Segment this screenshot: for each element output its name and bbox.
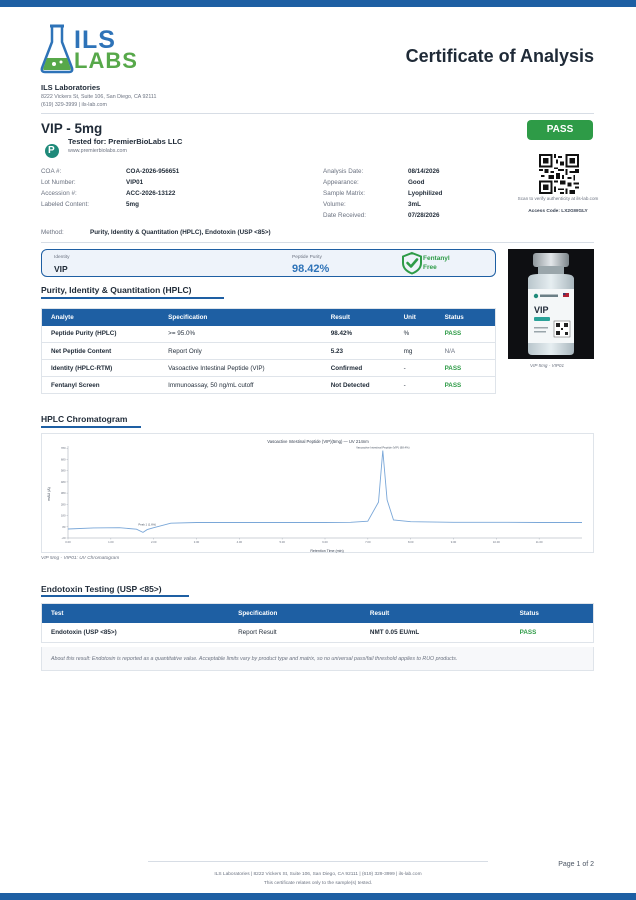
detail-value: COA-2026-956651: [126, 168, 180, 175]
column-header: Specification: [229, 604, 361, 623]
method-divider: [41, 242, 594, 243]
detail-label: Appearance:: [323, 179, 359, 186]
client-logo-letter: P: [48, 145, 55, 156]
specification-cell: Report Only: [159, 343, 322, 360]
status-cell: PASS: [511, 623, 594, 643]
column-header: Result: [322, 309, 395, 326]
detail-value: 07/28/2026: [408, 212, 440, 219]
y-tick-label: 380: [60, 491, 66, 496]
shield-check-icon: [400, 251, 424, 275]
x-tick-label: 6.00: [322, 540, 328, 544]
unit-cell: mg: [395, 343, 436, 360]
lab-address: 8222 Vickers St, Suite 106, San Diego, CA 92111: [41, 94, 157, 100]
x-tick-label: 5.00: [279, 540, 285, 544]
client-logo: [45, 144, 59, 158]
x-tick-label: 2.00: [150, 540, 157, 544]
logo-text-labs: LABS: [74, 48, 138, 73]
detail-value: Good: [408, 179, 425, 186]
vial-label: VIP: [534, 305, 549, 315]
status-cell: PASS: [436, 326, 496, 343]
hplc-results-table: [41, 308, 496, 394]
column-header: Test: [42, 604, 230, 623]
x-tick-label: 7.00: [365, 540, 371, 544]
y-tick-label: 80: [62, 524, 66, 529]
result-cell: NMT 0.05 EU/mL: [361, 623, 511, 643]
fentanyl-free-line2: Free: [423, 264, 437, 271]
x-axis-label: Retention Time (min): [310, 549, 344, 553]
detail-label: Labeled Content:: [41, 201, 89, 208]
chromatogram-plot: [42, 434, 595, 554]
detail-label: Lot Number:: [41, 179, 76, 186]
chromatogram-trace: [68, 451, 582, 533]
chromatogram-caption: VIP 5mg - VIP01: UV Chromatogram: [41, 556, 120, 561]
tested-for: Tested for: PremierBioLabs LLC: [68, 137, 183, 146]
analyte-cell: Peptide Purity (HPLC): [42, 326, 160, 343]
access-code: Access Code: LX2GWGLY: [528, 209, 588, 214]
specification-cell: Vasoactive Intestinal Peptide (VIP): [159, 360, 322, 377]
column-header: Status: [511, 604, 594, 623]
fentanyl-free-line1: Fentanyl: [423, 255, 450, 262]
detail-value: ACC-2026-13122: [126, 190, 176, 197]
table-row: [42, 377, 496, 394]
analyte-cell: Identity (HPLC-RTM): [42, 360, 160, 377]
hplc-section-underline: [41, 297, 224, 299]
detail-label: COA #:: [41, 168, 62, 175]
footer-disclaimer: This certificate relates only to the sample(s) tested.: [263, 881, 373, 886]
logo-text-ils: ILS: [74, 26, 116, 54]
bottom-accent-bar: [0, 893, 636, 900]
table-row: [42, 343, 496, 360]
hplc-section-title: Purity, Identity & Quantitation (HPLC): [41, 285, 192, 295]
qr-code-icon[interactable]: [539, 154, 579, 194]
purity-label: Peptide Purity: [292, 255, 322, 260]
table-row: [42, 326, 496, 343]
page-number: Page 1 of 2: [558, 861, 594, 868]
detail-value: 5mg: [126, 201, 139, 208]
detail-label: Sample Matrix:: [323, 190, 365, 197]
x-tick-label: 9.00: [450, 540, 457, 544]
chart-title: Vasoactive Intestinal Peptide (VIP)(5mg) — UV 214nm: [267, 439, 369, 444]
main-peak-annotation: Vasoactive Intestinal Peptide (VIP) (98.4%): [356, 445, 410, 450]
detail-label: Analysis Date:: [323, 168, 364, 175]
endotoxin-section-title: Endotoxin Testing (USP <85>): [41, 584, 162, 594]
unit-cell: -: [395, 377, 436, 394]
method-label: Method:: [41, 229, 64, 236]
specification-cell: >= 95.0%: [159, 326, 322, 343]
x-tick-label: 10.00: [492, 540, 500, 544]
test-cell: Endotoxin (USP <85>): [42, 623, 230, 643]
column-header: Unit: [395, 309, 436, 326]
chromatogram-section-title: HPLC Chromatogram: [41, 414, 128, 424]
y-tick-label: 780: [60, 446, 66, 451]
column-header: Status: [436, 309, 496, 326]
unit-cell: %: [395, 326, 436, 343]
table-header-row: [42, 604, 594, 623]
purity-value: 98.42%: [292, 263, 330, 275]
y-tick-label: -20: [61, 536, 66, 540]
lab-name: ILS Laboratories: [41, 83, 101, 92]
summary-box: [41, 249, 496, 277]
footer-lab-info: ILS Laboratories | 8222 Vickers St, Suite 106, San Diego, CA 92111 | (619) 329-3999 | ils-lab.com: [214, 872, 422, 877]
result-cell: Confirmed: [322, 360, 395, 377]
x-tick-label: 4.00: [236, 540, 243, 544]
table-header-row: [42, 309, 496, 326]
vial-illustration: [508, 249, 594, 359]
y-axis-label: mAU (A): [47, 487, 51, 501]
qr-caption: Scan to verify authenticity at ils-lab.com: [517, 196, 599, 201]
x-tick-label: 0.00: [65, 540, 71, 544]
method-value: Purity, Identity & Quantitation (HPLC), Endotoxin (USP <85>): [90, 229, 271, 236]
status-cell: PASS: [436, 377, 496, 394]
x-tick-label: 8.00: [407, 540, 414, 544]
y-tick-label: 680: [60, 457, 66, 462]
unit-cell: -: [395, 360, 436, 377]
result-cell: Not Detected: [322, 377, 395, 394]
x-tick-label: 1.00: [108, 540, 114, 544]
y-tick-label: 580: [60, 468, 66, 473]
y-tick-label: 280: [60, 502, 66, 507]
footer-divider: [148, 861, 488, 862]
result-cell: 98.42%: [322, 326, 395, 343]
detail-value: Lyophilized: [408, 190, 443, 197]
y-tick-label: 480: [60, 479, 66, 484]
specification-cell: Immunoassay, 50 ng/mL cutoff: [159, 377, 322, 394]
column-header: Analyte: [42, 309, 160, 326]
header-divider: [41, 113, 594, 114]
top-accent-bar: [0, 0, 636, 7]
endotoxin-section-underline: [41, 595, 189, 597]
identity-label: Identity: [54, 255, 70, 260]
endotoxin-results-table: [41, 603, 594, 643]
x-tick-label: 11.00: [535, 540, 543, 544]
x-tick-label: 3.00: [193, 540, 200, 544]
vial-caption: VIP 5mg - VIP01: [530, 363, 565, 368]
column-header: Specification: [159, 309, 322, 326]
analyte-cell: Fentanyl Screen: [42, 377, 160, 394]
y-tick-label: 180: [60, 513, 66, 518]
status-cell: N/A: [436, 343, 496, 360]
ils-labs-logo: [40, 22, 140, 74]
detail-value: 3mL: [408, 201, 421, 208]
detail-value: 08/14/2026: [408, 168, 440, 175]
result-cell: 5.23: [322, 343, 395, 360]
detail-label: Volume:: [323, 201, 346, 208]
column-header: Result: [361, 604, 511, 623]
table-row: [42, 623, 594, 643]
document-title: Certificate of Analysis: [405, 46, 594, 66]
identity-value: VIP: [54, 264, 68, 274]
lab-contact: (619) 329-3999 | ils-lab.com: [41, 102, 107, 108]
chromatogram-chart: [41, 433, 594, 553]
flask-icon: [40, 22, 74, 74]
endotoxin-note: About this result: Endotoxin is reported as a quantitative value. Acceptable limits vary by product type and matrix, so no universal pass/fail threshold applies to RUO products.: [41, 647, 594, 671]
specification-cell: Report Result: [229, 623, 361, 643]
analyte-cell: Net Peptide Content: [42, 343, 160, 360]
detail-value: VIP01: [126, 179, 144, 186]
client-url[interactable]: www.premierbiolabs.com: [68, 148, 127, 154]
minor-peak-annotation: Peak 1 (1.6%): [138, 522, 157, 527]
status-cell: PASS: [436, 360, 496, 377]
detail-label: Date Received:: [323, 212, 367, 219]
overall-status-badge: PASS: [527, 120, 593, 140]
product-title: VIP - 5mg: [41, 121, 103, 136]
detail-label: Accession #:: [41, 190, 77, 197]
chromatogram-section-underline: [41, 426, 141, 428]
product-vial-photo: [508, 249, 594, 359]
table-row: [42, 360, 496, 377]
